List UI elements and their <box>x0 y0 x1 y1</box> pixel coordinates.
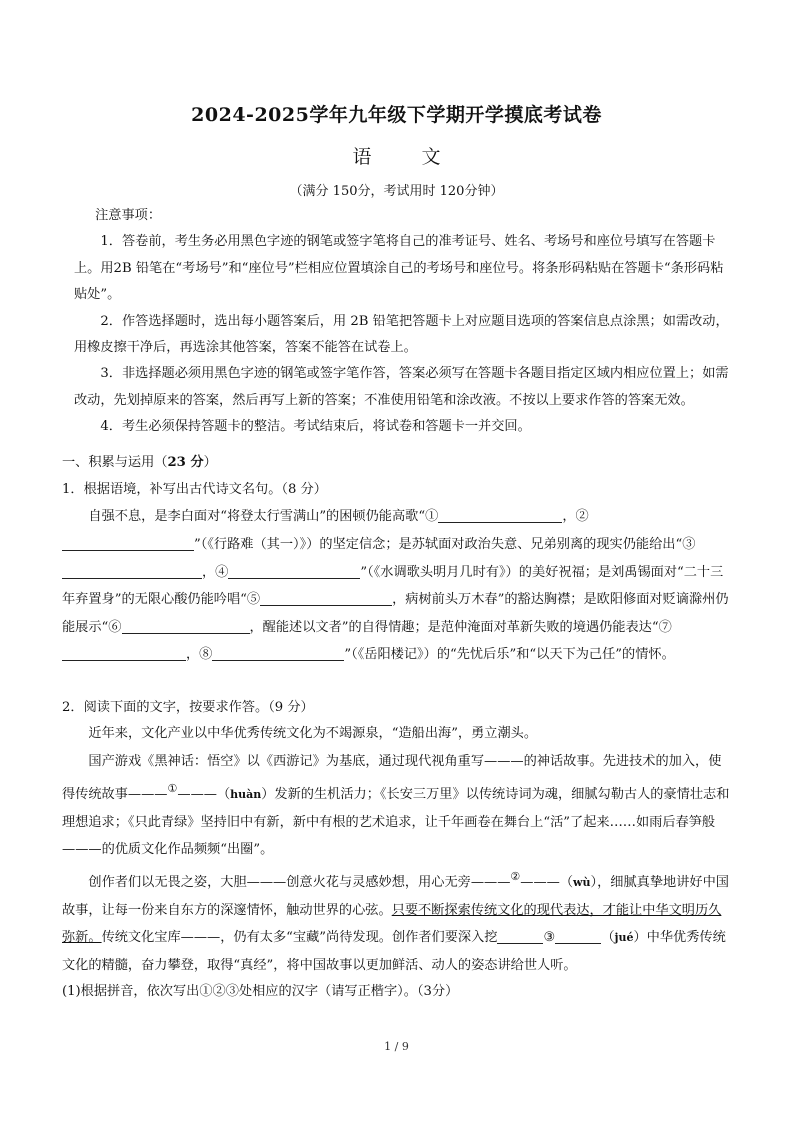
q1-text-5: ”（《水调歌头明月几时有》）的美好祝福；是刘禹锡面对“二十三年弃置身”的无限心酸仍能吟唱“⑤ <box>62 564 724 608</box>
question-2 <box>62 695 734 1005</box>
blank-8[interactable] <box>212 644 344 661</box>
subject-title: 语 文 <box>352 146 463 168</box>
blank-2[interactable] <box>62 534 194 551</box>
q2-stem: 2．阅读下面的文字，按要求作答。（9 分） <box>62 700 314 715</box>
q2-para-3-text-b: ———（ <box>520 875 574 891</box>
blank-dig-pre[interactable] <box>497 927 543 944</box>
notice-block <box>74 203 734 441</box>
blank-dig-post[interactable] <box>555 927 601 944</box>
q2-para-1: 近年来，文化产业以中华优秀传统文化为不竭源泉，“造船出海”，勇立潮头。 <box>88 726 538 742</box>
q1-text-9: ”（《岳阳楼记》）的“先忧后乐”和“以天下为己任”的情怀。 <box>344 647 675 663</box>
blank-6[interactable] <box>122 617 250 634</box>
section-1-score: 23 分 <box>167 455 204 470</box>
q1-text-1: 自强不息，是李白面对“将登太行雪满山”的困顿仍能高歌“① <box>88 509 439 525</box>
q2-para-3-text-a: 创作者们以无畏之姿，大胆———创意火花与灵感妙想，用心无旁——— <box>88 875 511 891</box>
notice-heading: 注意事项： <box>95 208 162 223</box>
q1-text-7: ，醒能述以文者”的自得情趣；是范仲淹面对革新失败的境遇仍能表达“⑦ <box>249 619 672 635</box>
blank-mark-2: ② <box>510 870 521 884</box>
q1-body <box>62 503 734 669</box>
blank-7[interactable] <box>62 644 186 661</box>
q2-para-2-text-a: 国产游戏《黑神话：悟空》以《西游记》为基底，通过现代视角重写———的神话故事。先进技术的加入，使得传统故事——— <box>62 753 722 803</box>
section-1-title: 一、积累与运用（ <box>62 455 168 470</box>
q2-para-3 <box>62 863 734 979</box>
pinyin-2: wù <box>573 876 591 890</box>
q2-para-3-text-g: ）中华优秀传统文化的精髓，奋力攀登，取得“真经”，将中国故事以更加鲜活、动人的姿态讲给世人听。 <box>62 930 726 973</box>
underlined-sentence: 只要不断探索传统文化的现代表达，才能让中华文明历久弥新。 <box>62 902 722 946</box>
q1-text-3: ”（《行路难（其一）》）的坚定信念；是苏轼面对政治失意、兄弟别离的现实仍能给出“③ <box>194 537 696 552</box>
q2-para-2-text-b: ———（ <box>177 787 231 803</box>
q1-text-4: ，④ <box>202 564 229 580</box>
q2-para-2 <box>62 748 734 864</box>
q2-para-3-text-d: 传统文化宝库———，仍有太多“宝藏”尚待发现。创作者们要深入挖 <box>101 930 498 946</box>
q1-stem: 1．根据语境，补写出古代诗文名句。（8 分） <box>62 482 327 497</box>
question-1 <box>62 477 734 669</box>
exam-note: （满分 150分，考试用时 120分钟） <box>289 184 504 199</box>
notice-item-4: 4．考生必须保持答题卡的整洁。考试结束后，将试卷和答题卡一并交回。 <box>100 419 531 435</box>
notice-item-1: 1．答卷前，考生务必用黑色字迹的钢笔或签字笔将自己的准考证号、姓名、考场号和座位号填写在答题卡上。用2B 铅笔在“考场号”和“座位号”栏相应位置填涂自己的考场号和座位号。将条形码粘贴在答题卡“条形码粘贴处”。 <box>74 234 724 303</box>
q2-para-3-text-f: （ <box>601 930 615 946</box>
pinyin-1: huàn <box>230 788 262 802</box>
blank-5[interactable] <box>260 589 392 606</box>
q2-para-3-text-c: ），细腻真挚地讲好中国故事，让每一份来自东方的深邃情怀，触动世界的心弦。 <box>62 875 729 918</box>
blank-mark-1: ① <box>167 782 178 796</box>
notice-item-3: 3．非选择题必须用黑色字迹的钢笔或签字笔作答，答案必须写在答题卡各题目指定区域内相应位置上；如需改动，先划掉原来的答案，然后再写上新的答案；不准使用铅笔和涂改液。不按以上要求作答的答案无效。 <box>74 366 729 408</box>
blank-mark-3: ③ <box>543 930 556 946</box>
blank-4[interactable] <box>228 562 360 579</box>
q2-para-2-text-c: ）发新的生机活力；《长安三万里》以传统诗词为魂，细腻勾勒古人的豪情壮志和理想追求；《只此青绿》坚持旧中有新，新中有根的艺术追求，让千年画卷在舞台上“活”了起来……如雨后春笋般———的优质文化作品频频“出圈”。 <box>62 787 730 858</box>
q1-text-6: ，病树前头万木春”的豁达胸襟；是欧阳修面对贬谪滁州仍能展示“⑥ <box>62 592 729 635</box>
blank-3[interactable] <box>62 562 202 579</box>
pinyin-3: jué <box>614 931 634 945</box>
section-1-close: ） <box>203 455 217 470</box>
exam-title: 2024-2025学年九年级下学期开学摸底考试卷 <box>191 104 602 126</box>
q1-text-2: ，② <box>562 509 589 525</box>
q1-text-8: ，⑧ <box>186 647 213 663</box>
page-number: 1 / 9 <box>384 1040 409 1053</box>
q2-sub-1: (1)根据拼音，依次写出①②③处相应的汉字（请写正楷字）。（3分） <box>62 984 459 1000</box>
notice-item-2: 2．作答选择题时，选出每小题答案后，用 2B 铅笔把答题卡上对应题目选项的答案信息点涂黑；如需改动，用橡皮擦干净后，再选涂其他答案，答案不能答在试卷上。 <box>74 313 729 356</box>
blank-1[interactable] <box>438 506 562 523</box>
section-1-heading <box>62 450 734 476</box>
